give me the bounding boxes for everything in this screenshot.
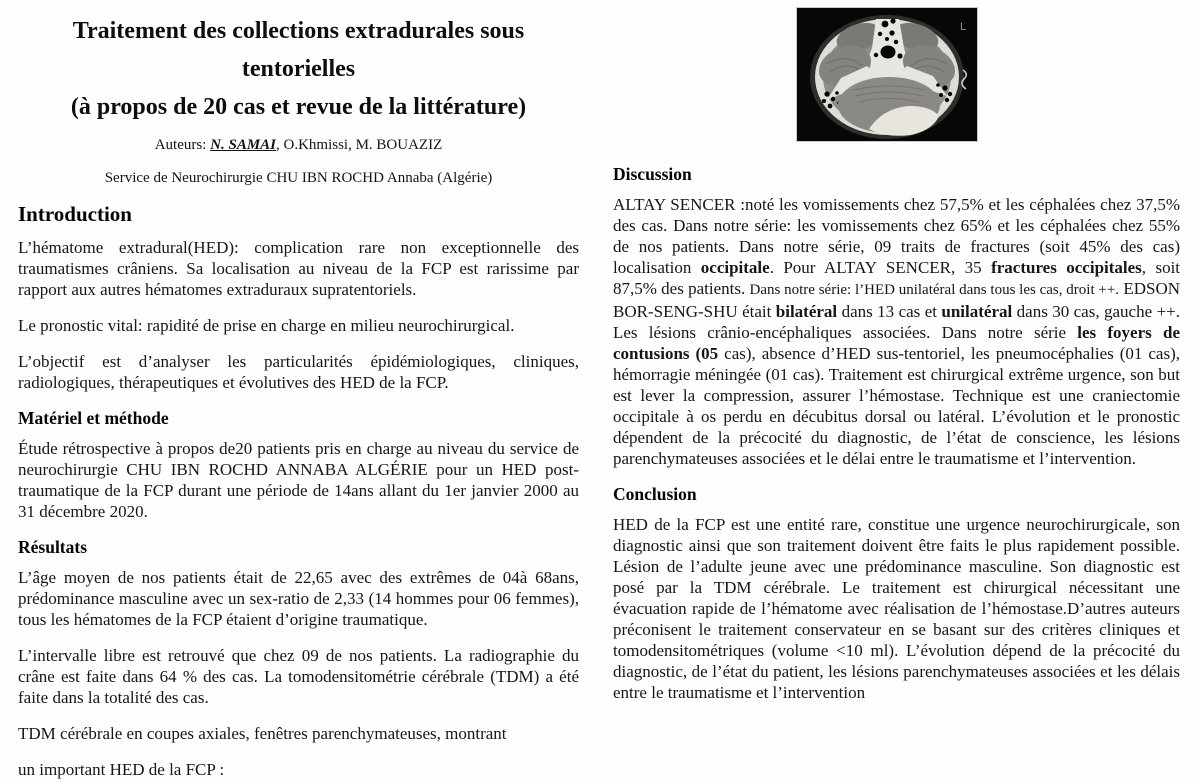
title-line-3: (à propos de 20 cas et revue de la littérature) — [70, 94, 527, 120]
materiel-paragraph-1: Étude rétrospective à propos de20 patients pris en charge au niveau du service de neurochirurgie CHU IBN ROCHD ANNABA ALGÉRIE pour un HED post-traumatique de la FCP durant une période de 14ans allant du 1er janvier 2000 au 31 décembre 2020. — [18, 439, 579, 521]
section-heading-materiel: Matériel et méthode — [18, 408, 169, 428]
introduction-paragraph-2: Le pronostic vital: rapidité de prise en charge en milieu neurochirurgical. — [18, 316, 515, 335]
text-run: , soit 87,5% des patients. — [613, 258, 1181, 298]
resultats-paragraph-4: un important HED de la FCP : — [18, 760, 225, 779]
bold-text-run: fractures occipitales — [991, 258, 1142, 277]
text-run: cas), absence d’HED sus-tentoriel, les pneumocéphalies (01 cas), hémorragie méningée (01 cas). Traitement est chirurgical extrême urgence, son but est lever la compression, assurer l’hémostase. Technique est une craniectomie occipitale à os perdu en décubitus dorsal ou latéral. L’évolution et le pronostic dépendent de la précocité du diagnostic, de l’état de conscience, les lésions parenchymateuses associées et le délai entre le traumatisme et l’intervention. — [613, 344, 1180, 468]
section-heading-resultats: Résultats — [18, 537, 88, 557]
bold-text-run: bilatéral — [775, 302, 838, 321]
section-heading-discussion: Discussion — [613, 164, 692, 184]
authors-line — [18, 137, 579, 154]
conclusion-paragraph: HED de la FCP est une entité rare, constitue une urgence neurochirurgicale, son diagnostic ainsi que son traitement doivent être faits le plus rapidement possible. Lésion de l’adulte jeune avec une prédominance masculine. Son diagnostic est posé par la TDM cérébrale. Le traitement est chirurgical nécessitant une évacuation rapide de l’hématome avec réalisation de l’hémostase.D’autres auteurs préconisent le traitement conservateur en se basant sur des critères cliniques et tomodensitométriques (volume <10 ml). L’évolution dépend de la précocité du diagnostic, de l’état du patient, les lésions parenchymateuses associées et les délais entre le traumatisme et l’intervention — [613, 515, 1180, 702]
text-run: dans 30 cas, gauche ++. Les lésions crânio-encéphaliques associées. Dans notre série — [613, 302, 1180, 342]
introduction-paragraph-3: L’objectif est d’analyser les particularités épidémiologiques, cliniques, radiologiques, thérapeutiques et évolutives des HED de la FCP. — [18, 352, 579, 392]
ct-scan-image — [797, 8, 977, 141]
resultats-paragraph-2: L’intervalle libre est retrouvé que chez 09 de nos patients. La radiographie du crâne est faite dans 64 % des cas. La tomodensitométrie cérébrale (TDM) a été faite dans la totalité des cas. — [18, 646, 579, 707]
introduction-paragraph-1: L’hématome extradural(HED): complication rare non exceptionnelle des traumatismes crâniens. Sa localisation au niveau de la FCP est rarissime par rapport aux autres hématomes extraduraux supratentoriels. — [18, 238, 579, 299]
resultats-paragraph-1: L’âge moyen de nos patients était de 22,65 avec des extrêmes de 04à 68ans, prédominance masculine avec un sex-ratio de 2,33 (14 hommes pour 06 femmes), tous les hématomes de la FCP étaient d’origine traumatique. — [18, 568, 579, 629]
left-column — [18, 6, 579, 784]
title-line-2: tentorielles — [241, 56, 356, 82]
right-column — [613, 0, 1180, 718]
bold-text-run: les foyers de contusions (05 — [613, 323, 1180, 363]
discussion-paragraph — [613, 194, 1180, 469]
coauthors: , O.Khmissi, M. BOUAZIZ — [276, 137, 443, 153]
bold-text-run: unilatéral — [941, 302, 1013, 321]
main-author-name: N. SAMAI — [210, 137, 276, 153]
text-run: dans 13 cas et — [837, 302, 942, 321]
text-run: . Pour ALTAY SENCER, 35 — [769, 258, 992, 277]
ct-scan-figure — [796, 7, 978, 142]
bold-text-run: occipitale — [700, 258, 770, 277]
title-line-1: Traitement des collections extradurales sous — [72, 18, 525, 44]
section-heading-conclusion: Conclusion — [613, 484, 697, 504]
orientation-marker: L — [960, 21, 967, 33]
section-heading-introduction: Introduction — [18, 202, 132, 226]
poster-title — [18, 12, 579, 126]
text-run: EDSON BOR-SENG-SHU était — [613, 279, 1181, 321]
text-run: ALTAY SENCER :noté les vomissements chez 57,5% et les céphalées chez 37,5% des cas. Dans notre série: les vomissements chez 65% et les céphalées chez 55% de nos patients. Dans notre série, 09 traits de fractures (soit 45% des cas) localisation — [613, 195, 1180, 277]
affiliation-line: Service de Neurochirurgie CHU IBN ROCHD Annaba (Algérie) — [104, 170, 493, 186]
resultats-paragraph-3: TDM cérébrale en coupes axiales, fenêtres parenchymateuses, montrant — [18, 724, 507, 743]
authors-prefix: Auteurs: — [154, 137, 211, 153]
text-run: Dans notre série: l’HED unilatéral dans tous les cas, droit ++. — [749, 282, 1120, 298]
